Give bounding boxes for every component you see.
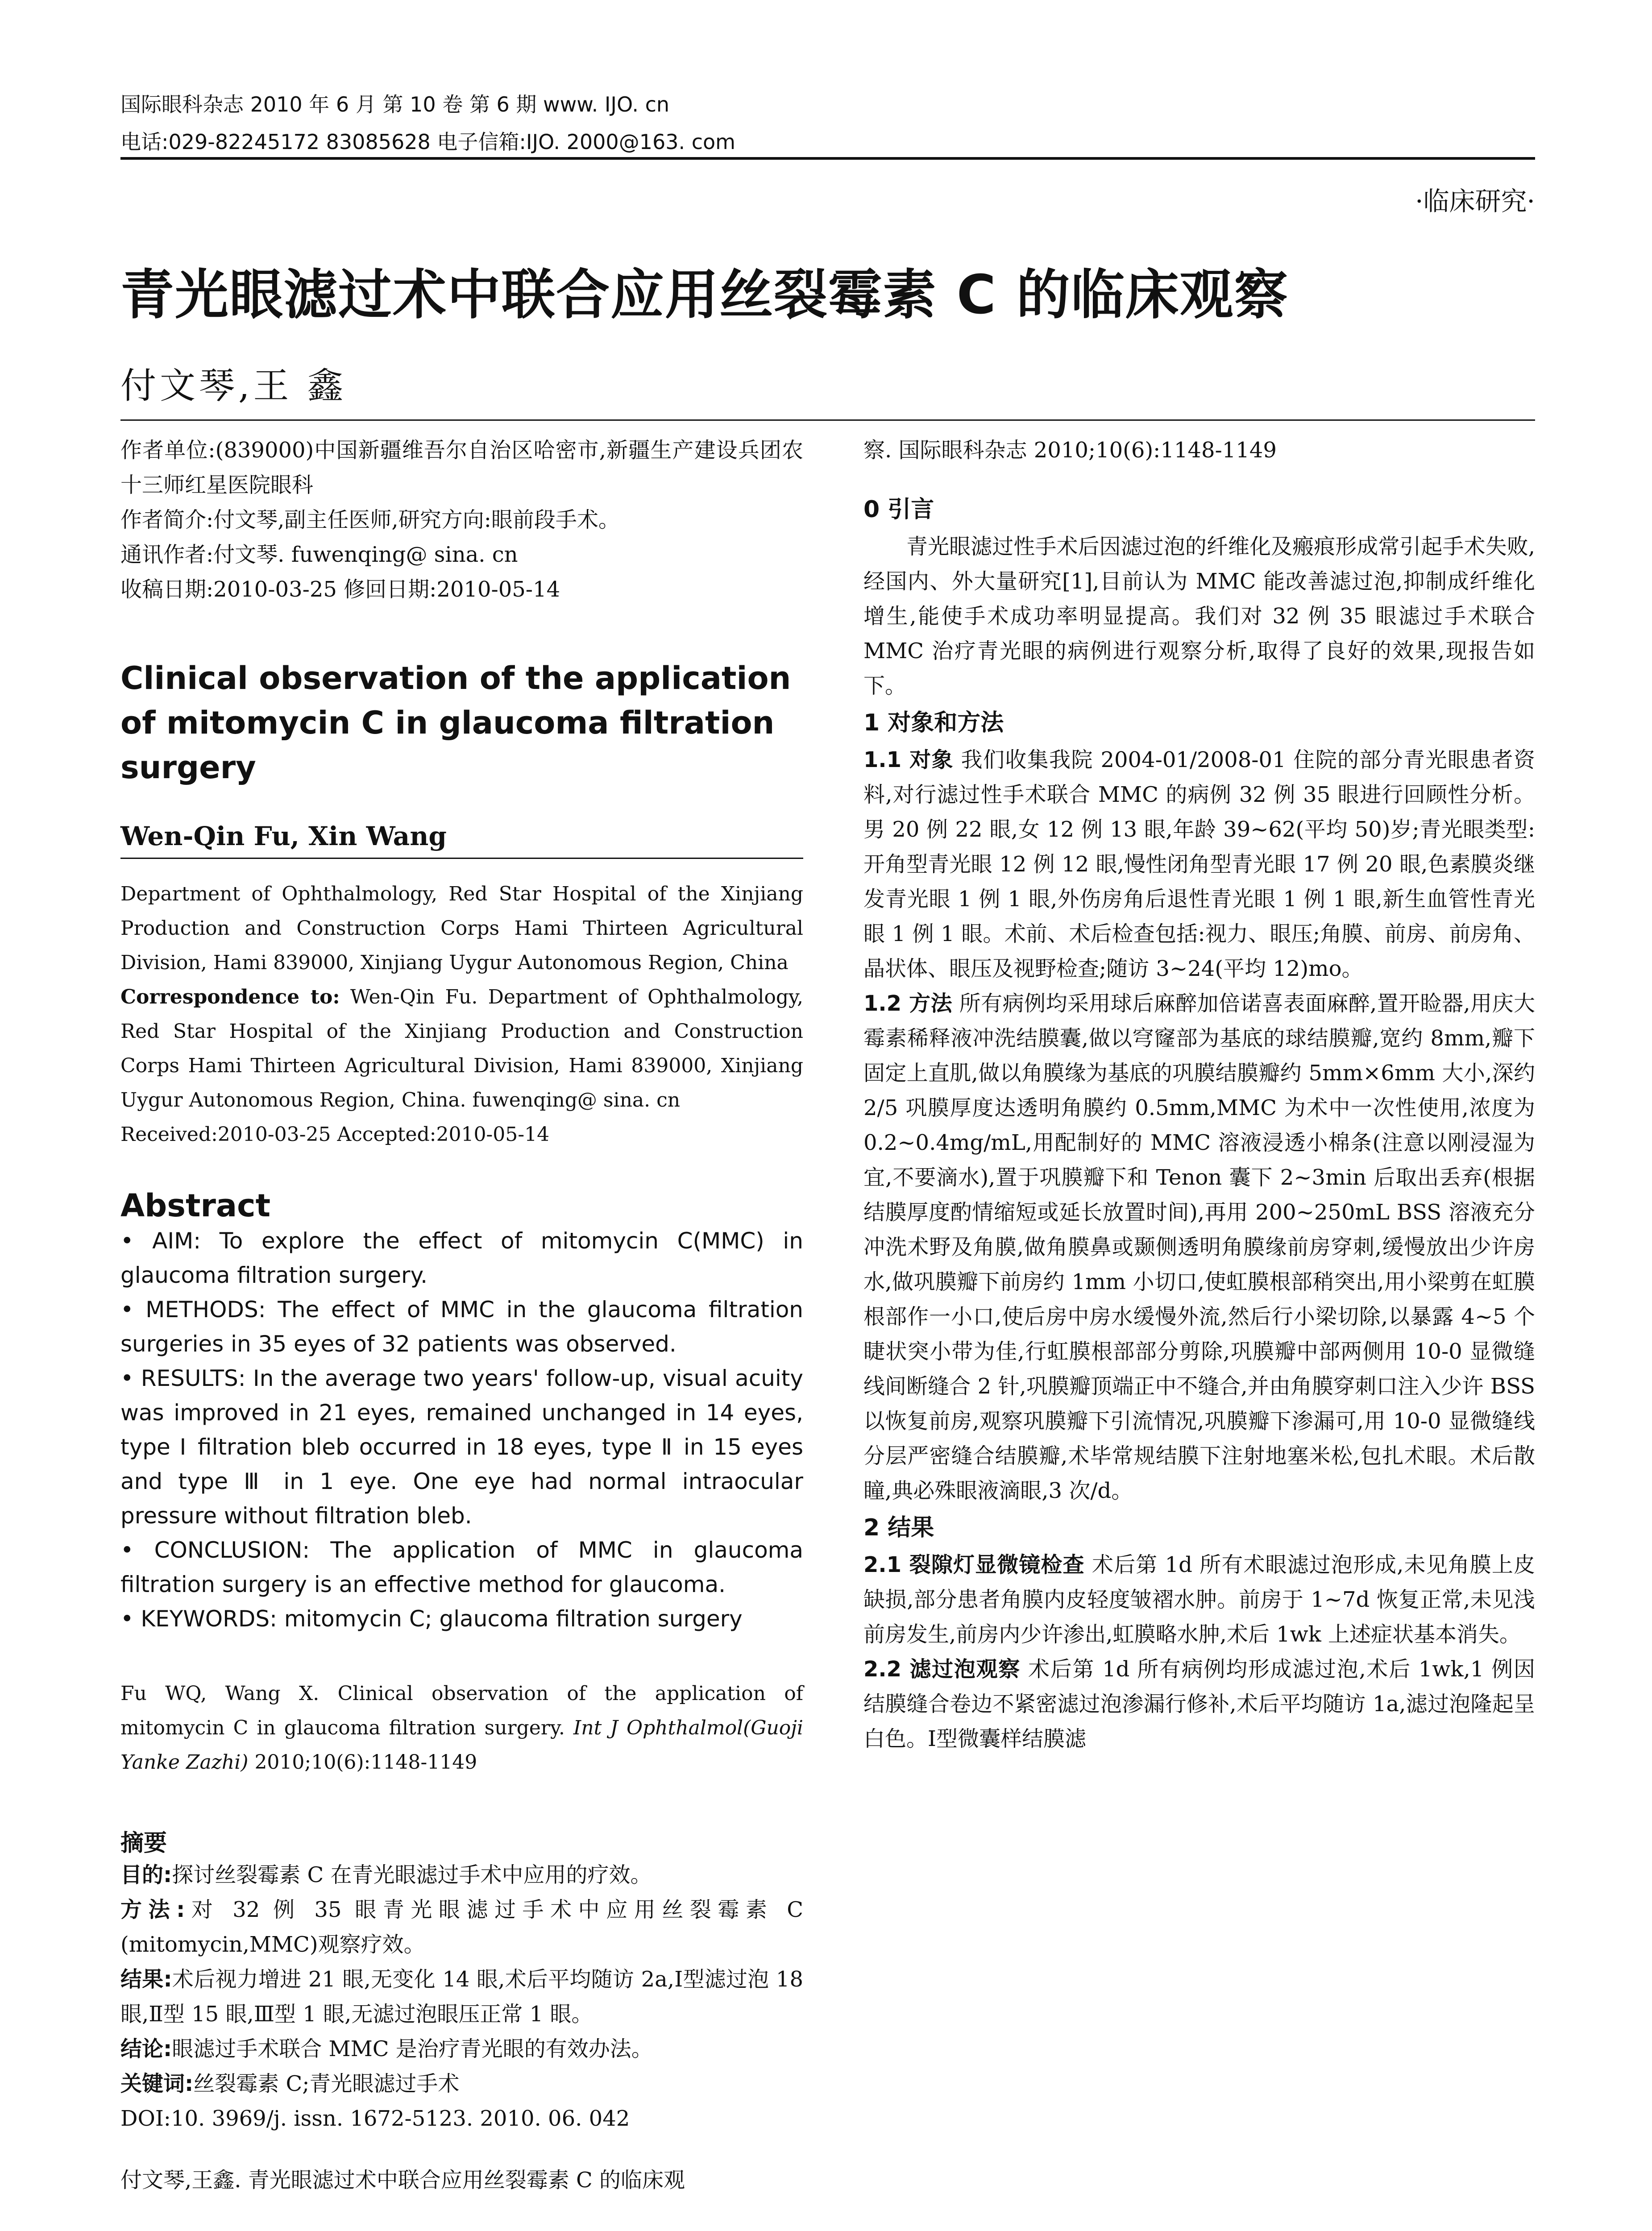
correspondence-label: Correspondence to: [120,986,340,1008]
citation-journal: Int J Ophthalmol(Guoji Yanke Zazhi) [120,1717,803,1774]
english-affiliation: Department of Ophthalmology, Red Star Hospital of the Xinjiang Production and Construction Corps Hami Thirteen Agricultural Division, Hami 839000, Xinjiang Uygur Autonomous Region, China [120,883,803,974]
left-column [120,433,803,2198]
zh-abstract-conclusion [120,2032,803,2066]
correspondence-text: Wen-Qin Fu. Department of Ophthalmology, Red Star Hospital of the Xinjiang Production and Construction Corps Hami Thirteen Agricultural Division, Hami 839000, Xinjiang Uygur Autonomous Region, China. fuwenqing@ sina. cn [120,986,803,1111]
section1-2-text: 所有病例均采用球后麻醉加倍诺喜表面麻醉,置开睑器,用庆大霉素稀释液冲洗结膜囊,做以穹窿部为基底的球结膜瓣,宽约 8mm,瓣下固定上直肌,做以角膜缘为基底的巩膜结膜瓣约 5mm×6mm 大小,深约 2/5 巩膜厚度达透明角膜约 0.5mm,MMC 为术中一次性使用,浓度为 0.2~0.4mg/mL,用配制好的 MMC 溶液浸透小棉条(注意以刚浸湿为宜,不要滴水),置于巩膜瓣下和 Tenon 囊下 2~3min 后取出丢弃(根据结膜厚度酌情缩短或延长放置时间),再用 200~250mL BSS 溶液充分冲洗术野及角膜,做角膜鼻或颞侧透明角膜缘前房穿刺,缓慢放出少许房水,做巩膜瓣下前房约 1mm 小切口,使虹膜根部稍突出,用小梁剪在虹膜根部作一小口,使后房中房水缓慢外流,然后行小梁切除,以暴露 4~5 个睫状突小带为佳,行虹膜根部部分剪除,巩膜瓣中部两侧用 10-0 显微缝线间断缝合 2 针,巩膜瓣顶端正中不缝合,并由角膜穿刺口注入少许 BSS 以恢复前房,观察巩膜瓣下引流情况,巩膜瓣下渗漏可,用 10-0 显微缝线分层严密缝合结膜瓣,术毕常规结膜下注射地塞米松,包扎术眼。术后散瞳,典必殊眼液滴眼,3 次/d。 [863,991,1535,1503]
section1-2-label: 1.2 方法 [863,991,953,1016]
zh-keywords-label: 关键词: [120,2071,194,2096]
citation-continuation: 察. 国际眼科杂志 2010;10(6):1148-1149 [863,438,1277,463]
abstract-heading: Abstract [120,1187,271,1224]
section2-2-label: 2.2 滤过泡观察 [863,1657,1021,1682]
zh-aim-label: 目的: [120,1862,172,1887]
journal-header-line2: 电话:029-82245172 83085628 电子信箱:IJO. 2000@163. com [120,130,735,154]
section1-1 [863,742,1535,986]
zh-aim-text: 探讨丝裂霉素 C 在青光眼滤过手术中应用的疗效。 [172,1862,652,1887]
zh-abstract-heading: 摘要 [120,1830,167,1857]
author-bio-zh: 作者简介:付文琴,副主任医师,研究方向:眼前段手术。 [120,507,620,532]
journal-header-line1: 国际眼科杂志 2010 年 6 月 第 10 卷 第 6 期 www. IJO. cn [120,92,670,116]
zh-methods-text: 对 32 例 35 眼青光眼滤过手术中应用丝裂霉素 C (mitomycin,MMC)观察疗效。 [120,1897,803,1957]
citation-part: Fu WQ, Wang X. Clinical observation of the application of mitomycin C in glaucoma filtration surgery. [120,1682,803,1739]
zh-abstract-results [120,1962,803,2032]
zh-abstract-aim [120,1858,803,1892]
section2-1 [863,1547,1535,1652]
received-dates-zh: 收稿日期:2010-03-25 修回日期:2010-05-14 [120,577,560,602]
header-rule [120,157,1535,160]
zh-results-text: 术后视力增进 21 眼,无变化 14 眼,术后平均随访 2a,Ⅰ型滤过泡 18 眼,Ⅱ型 15 眼,Ⅲ型 1 眼,无滤过泡眼压正常 1 眼。 [120,1967,803,2027]
english-authors: Wen-Qin Fu, Xin Wang [120,821,447,851]
section2-2 [863,1652,1535,1756]
english-citation [120,1676,803,1779]
section2-2-text: 术后第 1d 所有病例均形成滤过泡,术后 1wk,1 例因结膜缝合卷边不紧密滤过泡渗漏行修补,术后平均随访 1a,滤过泡隆起呈白色。Ⅰ型微囊样结膜滤 [863,1657,1535,1751]
section2-heading: 2 结果 [863,1514,934,1541]
abstract-keywords: • KEYWORDS: mitomycin C; glaucoma filtration surgery [120,1606,743,1632]
article-title: 青光眼滤过术中联合应用丝裂霉素 C 的临床观察 [120,264,1289,326]
english-title: Clinical observation of the application of mitomycin C in glaucoma filtration surgery [120,660,791,786]
zh-abstract-keywords [120,2066,803,2101]
english-received-dates: Received:2010-03-25 Accepted:2010-05-14 [120,1123,550,1146]
english-correspondence [120,980,803,1117]
zh-methods-label: 方法: [120,1897,185,1922]
section2-1-text: 术后第 1d 所有术眼滤过泡形成,未见角膜上皮缺损,部分患者角膜内皮轻度皱褶水肿。前房于 1~7d 恢复正常,未见浅前房发生,前房内少许渗出,虹膜略水肿,术后 1wk 上述症状基本消失。 [863,1552,1535,1647]
section1-2 [863,986,1535,1508]
citation-volume: 2010;10(6):1148-1149 [248,1751,477,1774]
section-label: ·临床研究· [1415,186,1535,216]
article-authors: 付文琴,王 鑫 [120,365,347,406]
abstract-methods: • METHODS: The effect of MMC in the glaucoma filtration surgeries in 35 eyes of 32 patients was observed. [120,1297,803,1357]
zh-keywords-text: 丝裂霉素 C;青光眼滤过手术 [193,2071,460,2096]
section2-1-label: 2.1 裂隙灯显微镜检查 [863,1552,1085,1577]
abstract-aim: • AIM: To explore the effect of mitomycin C(MMC) in glaucoma filtration surgery. [120,1228,803,1288]
zh-conclusion-label: 结论: [120,2036,172,2061]
zh-conclusion-text: 眼滤过手术联合 MMC 是治疗青光眼的有效办法。 [172,2036,653,2061]
doi: DOI:10. 3969/j. issn. 1672-5123. 2010. 06. 042 [120,2106,630,2131]
zh-abstract-methods [120,1892,803,1962]
title-rule [120,419,1535,421]
section1-1-label: 1.1 对象 [863,747,954,772]
author-affiliation-zh: 作者单位:(839000)中国新疆维吾尔自治区哈密市,新疆生产建设兵团农十三师红星医院眼科 [120,438,803,498]
zh-citation: 付文琴,王鑫. 青光眼滤过术中联合应用丝裂霉素 C 的临床观 [120,2168,685,2193]
intro-paragraph: 青光眼滤过性手术后因滤过泡的纤维化及瘢痕形成常引起手术失败,经国内、外大量研究[1],目前认为 MMC 能改善滤过泡,抑制成纤维化增生,能使手术成功率明显提高。我们对 32 例 35 眼滤过手术联合 MMC 治疗青光眼的病例进行观察分析,取得了良好的效果,现报告如下。 [863,534,1535,698]
intro-heading: 0 引言 [863,496,934,523]
corresponding-author-zh: 通讯作者:付文琴. fuwenqing@ sina. cn [120,542,518,567]
zh-results-label: 结果: [120,1967,172,1992]
right-column [863,433,1535,1756]
section1-1-text: 我们收集我院 2004-01/2008-01 住院的部分青光眼患者资料,对行滤过性手术联合 MMC 的病例 32 例 35 眼进行回顾性分析。男 20 例 22 眼,女 12 例 13 眼,年龄 39~62(平均 50)岁;青光眼类型:开角型青光眼 12 例 12 眼,慢性闭角型青光眼 17 例 20 眼,色素膜炎继发青光眼 1 例 1 眼,外伤房角后退性青光眼 1 例 1 眼,新生血管性青光眼 1 例 1 眼。术前、术后检查包括:视力、眼压;角膜、前房、前房角、晶状体、眼压及视野检查;随访 3~24(平均 12)mo。 [863,747,1535,981]
section1-heading: 1 对象和方法 [863,709,1004,736]
abstract-results: • RESULTS: In the average two years' follow-up, visual acuity was improved in 21 eyes, remained unchanged in 14 eyes, type Ⅰ filtration bleb occurred in 18 eyes, type Ⅱ in 15 eyes and type Ⅲ in 1 eye. One eye had normal intraocular pressure without filtration bleb. [120,1365,803,1529]
abstract-conclusion: • CONCLUSION: The application of MMC in glaucoma filtration surgery is an effective method for glaucoma. [120,1537,803,1597]
